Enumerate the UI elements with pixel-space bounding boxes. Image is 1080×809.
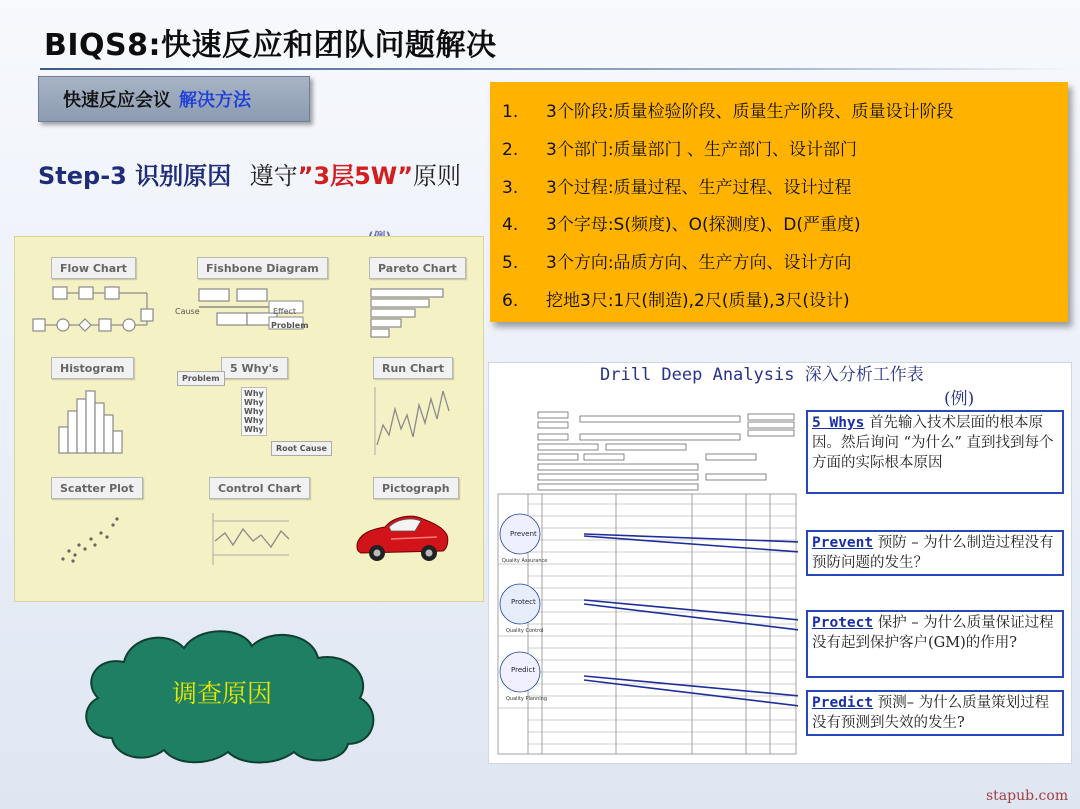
list-item: 1. 3个阶段:质量检验阶段、质量生产阶段、质量设计阶段 [502,102,954,122]
circle-label-predict: Predict [511,666,536,674]
list-item: 4. 3个字母:S(频度)、O(探测度)、D(严重度) [502,215,861,235]
list-item: 2. 3个部门:质量部门 、生产部门、设计部门 [502,140,857,160]
control-chart-icon [211,511,291,567]
scatter-plot-icon [55,511,135,567]
circle-label-prevent: Prevent [510,530,537,538]
fishbone-effect-label: Effect [273,307,297,316]
step-prefix: Step-3 识别原因 [38,162,232,190]
histogram-icon [55,387,125,455]
worksheet-form-image [496,408,798,758]
five-why-root-cause-box: Root Cause [271,441,332,456]
flow-chart-icon [29,283,159,343]
tool-label-5-whys: 5 Why's [221,357,288,379]
meeting-tag-highlight: 解决方法 [179,90,251,111]
run-chart-icon [373,385,453,457]
investigate-cause-text: 调查原因 [172,679,273,708]
section-label-quality-planning: Quality Planning [506,696,547,702]
tool-label-pareto: Pareto Chart [369,257,466,279]
section-label-quality-control: Quality Control [506,628,544,634]
page-title: BIQS8:快速反应和团队问题解决 [44,28,497,63]
list-item: 3. 3个过程:质量过程、生产过程、设计过程 [502,178,852,198]
watermark: stapub.com [986,788,1069,804]
tool-label-pictograph: Pictograph [373,477,459,499]
callout-protect: Protect 保护 – 为什么质量保证过程没有起到保护客户(GM)的作用? [806,610,1064,678]
list-item: 5. 3个方向:品质方向、生产方向、设计方向 [502,253,852,273]
tool-label-histogram: Histogram [51,357,134,379]
three-layer-list-box [490,82,1068,322]
meeting-tag [38,76,310,122]
step-rule: ”3层5W” [297,162,414,190]
red-sports-car-icon [351,505,451,569]
tool-label-flow-chart: Flow Chart [51,257,136,279]
step-heading [38,156,461,191]
tool-label-fishbone: Fishbone Diagram [197,257,328,279]
drill-deep-title: Drill Deep Analysis 深入分析工作表 [600,365,924,385]
five-why-stack: Why Why Why Why Why [241,387,267,436]
drill-example-label: (例) [944,389,975,409]
meeting-tag-label: 快速反应会议 [63,90,171,111]
five-why-problem-box: Problem [177,371,225,386]
tool-label-control-chart: Control Chart [209,477,310,499]
callout-predict: Predict 预测– 为什么质量策划过程没有预测到失效的发生? [806,690,1064,736]
fishbone-problem-label: Problem [271,321,309,330]
tool-label-run-chart: Run Chart [373,357,453,379]
circle-label-protect: Protect [511,598,536,606]
list-item: 6. 挖地3尺:1尺(制造),2尺(质量),3尺(设计) [502,291,850,311]
title-divider [40,68,1070,70]
quality-tools-panel [14,236,484,602]
step-mid: 遵守 [249,162,298,190]
pareto-chart-icon [367,285,451,345]
fishbone-cause-label: Cause [175,307,200,316]
callout-prevent: Prevent 预防 – 为什么制造过程没有预防问题的发生？ [806,530,1064,576]
tool-label-scatter-plot: Scatter Plot [51,477,143,499]
step-suffix: 原则 [413,162,462,190]
section-label-quality-assurance: Quality Assurance [502,558,548,564]
callout-5-whys: 5 Whys 首先输入技术层面的根本原因。然后询问 “为什么” 直到找到每个方面的实际根本原因 [806,410,1064,494]
